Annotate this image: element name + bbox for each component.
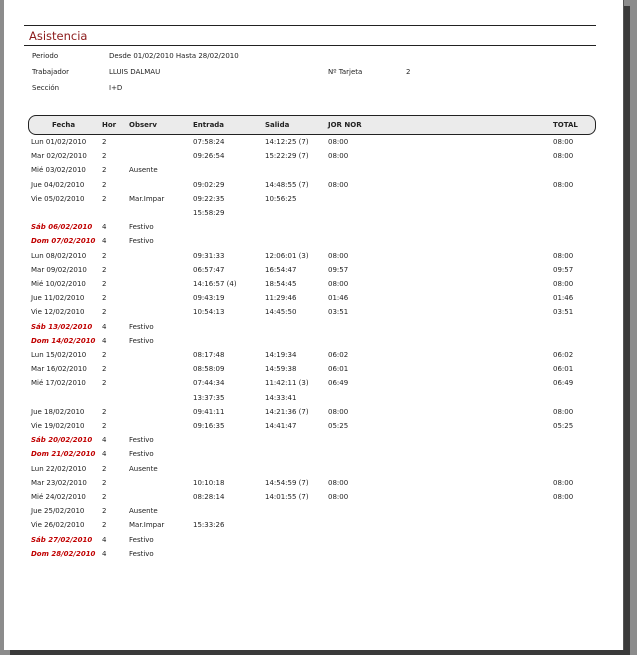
cell-observ: Mar.Impar (129, 194, 165, 203)
cell-entrada: 15:58:29 (193, 209, 225, 217)
cell-observ: Festivo (129, 237, 154, 246)
table-row (4, 138, 623, 150)
cell-total: 08:00 (553, 478, 574, 487)
cell-hor: 2 (102, 493, 107, 501)
cell-entrada: 08:58:09 (193, 365, 225, 374)
cell-fecha: Sáb 06/02/2010 (31, 223, 93, 232)
cell-hor: 4 (102, 237, 107, 246)
cell-hor: 2 (102, 478, 107, 487)
cell-salida: 14:48:55 (7) (265, 180, 309, 189)
cell-fecha: Sáb 27/02/2010 (31, 535, 93, 544)
title-rule-bottom (24, 45, 596, 46)
cell-fecha: Vie 26/02/2010 (31, 521, 85, 530)
cell-jor-nor: 08:00 (328, 407, 349, 416)
table-row (4, 252, 623, 264)
cell-fecha: Vie 05/02/2010 (31, 194, 85, 203)
cell-entrada: 09:26:54 (193, 152, 225, 161)
cell-observ: Festivo (129, 436, 154, 445)
col-header-salida: Salida (265, 121, 290, 129)
cell-hor: 2 (102, 365, 107, 374)
cell-hor: 2 (102, 521, 107, 530)
table-row (4, 351, 623, 363)
cell-salida: 11:29:46 (265, 294, 297, 303)
cell-fecha: Sáb 13/02/2010 (31, 322, 93, 331)
cell-entrada: 09:16:35 (193, 422, 225, 430)
cell-entrada: 09:22:35 (193, 194, 225, 203)
cell-entrada: 09:41:11 (193, 407, 225, 416)
cell-hor: 2 (102, 265, 107, 274)
cell-observ: Ausente (129, 464, 158, 473)
cell-hor: 4 (102, 549, 107, 558)
cell-observ: Festivo (129, 535, 154, 544)
cell-hor: 4 (102, 535, 107, 544)
cell-salida: 14:54:59 (7) (265, 478, 309, 487)
table-row (4, 550, 623, 562)
table-row (4, 323, 623, 335)
table-row (4, 507, 623, 519)
table-row (4, 280, 623, 292)
cell-total: 08:00 (553, 251, 574, 260)
cell-salida: 15:22:29 (7) (265, 152, 309, 161)
cell-hor: 4 (102, 223, 107, 232)
cell-total: 08:00 (553, 493, 574, 501)
cell-fecha: Jue 04/02/2010 (31, 180, 85, 189)
col-header-entrada: Entrada (193, 121, 225, 129)
cell-fecha: Lun 22/02/2010 (31, 464, 87, 473)
cell-fecha: Lun 15/02/2010 (31, 351, 87, 359)
cell-jor-nor: 06:01 (328, 365, 349, 374)
cell-entrada: 09:43:19 (193, 294, 225, 303)
cell-entrada: 08:17:48 (193, 351, 225, 359)
table-row (4, 493, 623, 505)
cell-hor: 2 (102, 379, 107, 388)
cell-fecha: Mié 17/02/2010 (31, 379, 86, 388)
cell-entrada: 10:54:13 (193, 308, 225, 317)
cell-total: 08:00 (553, 152, 574, 161)
cell-jor-nor: 09:57 (328, 265, 349, 274)
cell-salida: 10:56:25 (265, 194, 297, 203)
cell-total: 06:02 (553, 351, 574, 359)
cell-hor: 2 (102, 407, 107, 416)
col-header-jor-nor: JOR NOR (328, 121, 362, 129)
table-row (4, 521, 623, 533)
cell-total: 05:25 (553, 422, 574, 430)
table-row (4, 195, 623, 207)
cell-fecha: Mié 10/02/2010 (31, 280, 86, 288)
col-header-total: TOTAL (553, 121, 578, 129)
table-row (4, 408, 623, 420)
cell-entrada: 14:16:57 (4) (193, 280, 237, 288)
page-shadow-right (624, 6, 630, 652)
cell-hor: 2 (102, 422, 107, 430)
cell-jor-nor: 08:00 (328, 251, 349, 260)
trabajador-value: LLUIS DALMAU (109, 68, 161, 76)
cell-fecha: Mar 09/02/2010 (31, 265, 87, 274)
table-row (4, 422, 623, 434)
cell-fecha: Vie 12/02/2010 (31, 308, 85, 317)
table-row (4, 379, 623, 391)
table-row (4, 209, 623, 221)
cell-fecha: Mié 03/02/2010 (31, 166, 86, 175)
cell-salida: 18:54:45 (265, 280, 297, 288)
cell-hor: 2 (102, 152, 107, 161)
seccion-value: I+D (109, 84, 123, 92)
table-row (4, 223, 623, 235)
cell-fecha: Jue 25/02/2010 (31, 507, 85, 516)
cell-jor-nor: 01:46 (328, 294, 349, 303)
cell-hor: 2 (102, 280, 107, 288)
tarjeta-label: Nº Tarjeta (328, 68, 363, 76)
cell-total: 08:00 (553, 407, 574, 416)
cell-salida: 14:45:50 (265, 308, 297, 317)
cell-hor: 4 (102, 322, 107, 331)
cell-jor-nor: 08:00 (328, 478, 349, 487)
cell-observ: Festivo (129, 450, 154, 459)
cell-jor-nor: 05:25 (328, 422, 349, 430)
cell-hor: 2 (102, 180, 107, 189)
table-row (4, 308, 623, 320)
table-row (4, 266, 623, 278)
cell-fecha: Mar 02/02/2010 (31, 152, 87, 161)
col-header-observ: Observ (129, 121, 157, 129)
cell-hor: 2 (102, 464, 107, 473)
cell-fecha: Mar 23/02/2010 (31, 478, 87, 487)
cell-jor-nor: 08:00 (328, 138, 349, 146)
cell-hor: 4 (102, 436, 107, 445)
table-row (4, 450, 623, 462)
table-row (4, 436, 623, 448)
cell-entrada: 08:28:14 (193, 493, 225, 501)
cell-fecha: Dom 07/02/2010 (31, 237, 96, 246)
cell-total: 08:00 (553, 138, 574, 146)
cell-fecha: Jue 18/02/2010 (31, 407, 85, 416)
cell-fecha: Vie 19/02/2010 (31, 422, 85, 430)
cell-salida: 14:19:34 (265, 351, 297, 359)
cell-entrada: 13:37:35 (193, 393, 225, 402)
cell-salida: 14:12:25 (7) (265, 138, 309, 146)
cell-entrada: 15:33:26 (193, 521, 225, 530)
cell-jor-nor: 03:51 (328, 308, 349, 317)
cell-jor-nor: 08:00 (328, 152, 349, 161)
page-shadow-bottom (10, 650, 630, 655)
cell-hor: 2 (102, 166, 107, 175)
table-row (4, 479, 623, 491)
col-header-hor: Hor (102, 121, 117, 129)
cell-total: 06:49 (553, 379, 574, 388)
table-row (4, 294, 623, 306)
cell-hor: 2 (102, 194, 107, 203)
table-row (4, 365, 623, 377)
cell-hor: 2 (102, 138, 107, 146)
cell-salida: 12:06:01 (3) (265, 251, 309, 260)
cell-hor: 2 (102, 294, 107, 303)
cell-salida: 14:01:55 (7) (265, 493, 309, 501)
cell-fecha: Mié 24/02/2010 (31, 493, 86, 501)
cell-jor-nor: 08:00 (328, 180, 349, 189)
tarjeta-value: 2 (406, 68, 411, 76)
cell-fecha: Dom 21/02/2010 (31, 450, 96, 459)
cell-entrada: 09:02:29 (193, 180, 225, 189)
cell-hor: 2 (102, 308, 107, 317)
periodo-label: Periodo (32, 52, 59, 60)
report-title: Asistencia (29, 29, 88, 43)
seccion-label: Sección (32, 84, 60, 92)
cell-total: 09:57 (553, 265, 574, 274)
cell-salida: 16:54:47 (265, 265, 297, 274)
title-rule-top (24, 25, 596, 26)
report-page (4, 0, 624, 650)
table-row (4, 394, 623, 406)
table-row (4, 152, 623, 164)
cell-observ: Ausente (129, 507, 158, 516)
cell-jor-nor: 06:02 (328, 351, 349, 359)
cell-observ: Festivo (129, 336, 154, 345)
cell-fecha: Lun 01/02/2010 (31, 138, 87, 146)
cell-fecha: Jue 11/02/2010 (31, 294, 85, 303)
cell-observ: Festivo (129, 223, 154, 232)
cell-fecha: Lun 08/02/2010 (31, 251, 87, 260)
cell-entrada: 06:57:47 (193, 265, 225, 274)
cell-hor: 4 (102, 450, 107, 459)
trabajador-label: Trabajador (32, 68, 69, 76)
cell-hor: 4 (102, 336, 107, 345)
cell-total: 06:01 (553, 365, 574, 374)
table-row (4, 237, 623, 249)
cell-fecha: Dom 14/02/2010 (31, 336, 96, 345)
cell-hor: 2 (102, 251, 107, 260)
table-row (4, 181, 623, 193)
cell-hor: 2 (102, 351, 107, 359)
cell-total: 08:00 (553, 280, 574, 288)
periodo-value: Desde 01/02/2010 Hasta 28/02/2010 (109, 52, 239, 60)
table-row (4, 166, 623, 178)
cell-salida: 14:33:41 (265, 393, 297, 402)
cell-fecha: Dom 28/02/2010 (31, 549, 96, 558)
cell-observ: Mar.Impar (129, 521, 165, 530)
cell-entrada: 09:31:33 (193, 251, 225, 260)
cell-salida: 14:21:36 (7) (265, 407, 309, 416)
col-header-fecha: Fecha (52, 121, 76, 129)
cell-entrada: 07:58:24 (193, 138, 225, 146)
cell-jor-nor: 08:00 (328, 493, 349, 501)
cell-observ: Ausente (129, 166, 158, 175)
cell-fecha: Mar 16/02/2010 (31, 365, 87, 374)
cell-hor: 2 (102, 507, 107, 516)
table-row (4, 536, 623, 548)
cell-observ: Festivo (129, 322, 154, 331)
cell-salida: 14:41:47 (265, 422, 297, 430)
cell-salida: 11:42:11 (3) (265, 379, 309, 388)
cell-entrada: 10:10:18 (193, 478, 225, 487)
cell-total: 01:46 (553, 294, 574, 303)
table-row (4, 465, 623, 477)
cell-fecha: Sáb 20/02/2010 (31, 436, 93, 445)
cell-total: 03:51 (553, 308, 574, 317)
cell-entrada: 07:44:34 (193, 379, 225, 388)
cell-salida: 14:59:38 (265, 365, 297, 374)
table-row (4, 337, 623, 349)
cell-jor-nor: 06:49 (328, 379, 349, 388)
cell-total: 08:00 (553, 180, 574, 189)
cell-jor-nor: 08:00 (328, 280, 349, 288)
cell-observ: Festivo (129, 549, 154, 558)
